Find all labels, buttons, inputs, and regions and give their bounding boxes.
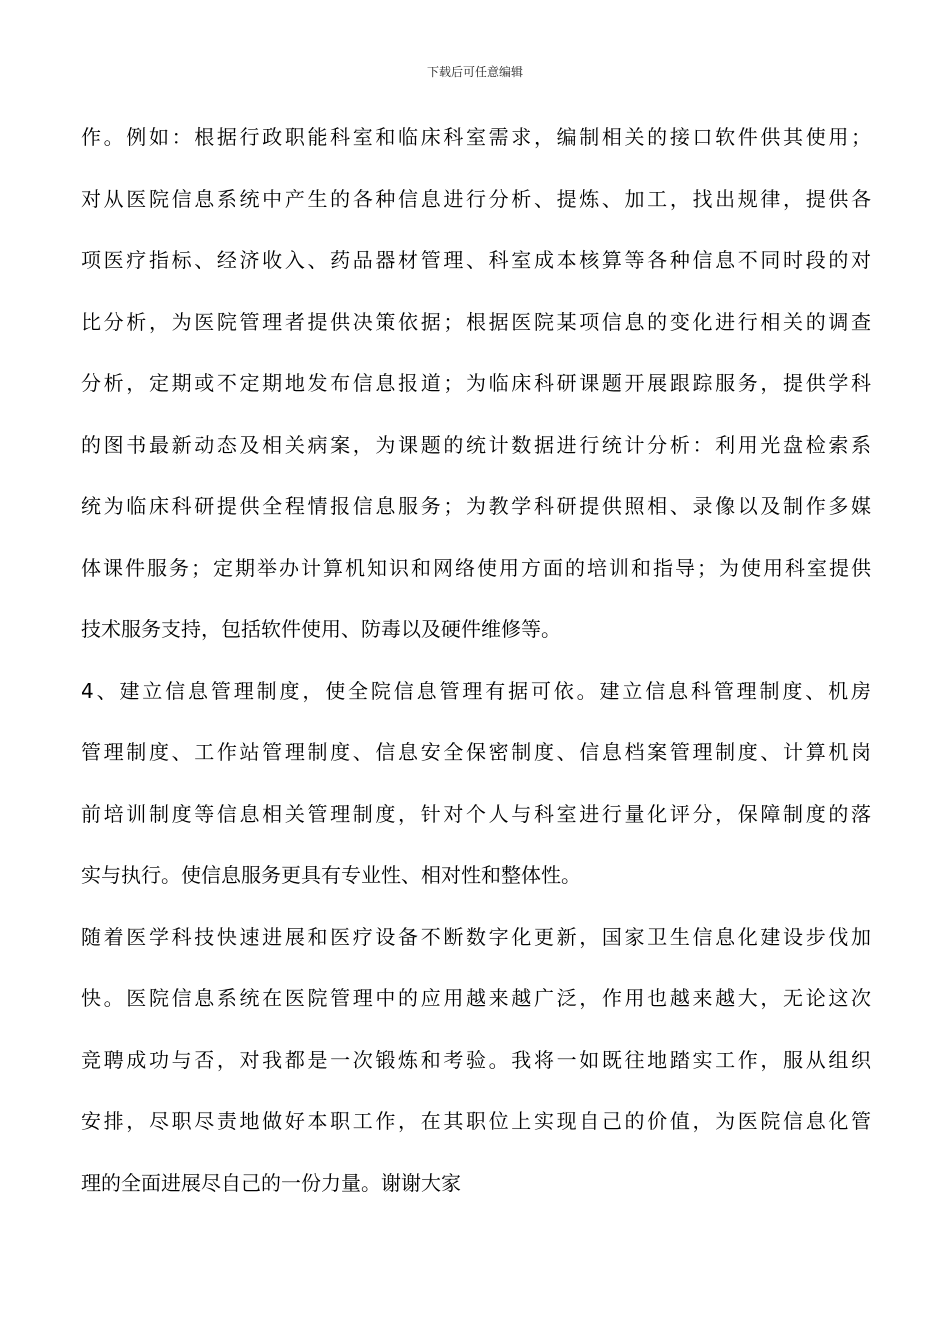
text-line: 作。例如：根据行政职能科室和临床科室需求，编制相关的接口软件供其使用； — [81, 125, 871, 149]
text-line: 理的全面进展尽自己的一份力量。谢谢大家 — [81, 1170, 461, 1195]
text-line: 比分析，为医院管理者提供决策依据；根据医院某项信息的变化进行相关的调查 — [81, 309, 871, 334]
document-body — [81, 119, 871, 1226]
page-header: 下载后可任意编辑 — [426, 65, 523, 79]
text-line: 快。医院信息系统在医院管理中的应用越来越广泛，作用也越来越大，无论这次 — [81, 986, 871, 1010]
text-line: 竞聘成功与否，对我都是一次锻炼和考验。我将一如既往地踏实工作，服从组织 — [81, 1047, 871, 1072]
text-line: 随着医学科技快速进展和医疗设备不断数字化更新，国家卫生信息化建设步伐加 — [81, 924, 871, 949]
text-line: 实与执行。使信息服务更具有专业性、相对性和整体性。 — [81, 863, 581, 887]
text-line: 统为临床科研提供全程情报信息服务；为教学科研提供照相、录像以及制作多媒 — [81, 494, 871, 518]
text-line: 的图书最新动态及相关病案，为课题的统计数据进行统计分析：利用光盘检索系 — [81, 432, 871, 457]
text-line: 管理制度、工作站管理制度、信息安全保密制度、信息档案管理制度、计算机岗 — [81, 740, 871, 764]
text-line: 前培训制度等信息相关管理制度，针对个人与科室进行量化评分，保障制度的落 — [81, 801, 871, 826]
text-line: 安排，尽职尽责地做好本职工作，在其职位上实现自己的价值，为医院信息化管 — [81, 1109, 871, 1133]
text-line: 对从医院信息系统中产生的各种信息进行分析、提炼、加工，找出规律，提供各 — [81, 186, 871, 211]
text-line: 项医疗指标、经济收入、药品器材管理、科室成本核算等各种信息不同时段的对 — [81, 248, 871, 272]
text-line: 分析，定期或不定期地发布信息报道；为临床科研课题开展跟踪服务，提供学科 — [81, 371, 871, 395]
text-line: 4、建立信息管理制度，使全院信息管理有据可依。建立信息科管理制度、机房 — [81, 678, 871, 703]
text-line: 技术服务支持，包括软件使用、防毒以及硬件维修等。 — [81, 617, 561, 641]
text-line: 体课件服务；定期举办计算机知识和网络使用方面的培训和指导；为使用科室提供 — [81, 555, 871, 580]
